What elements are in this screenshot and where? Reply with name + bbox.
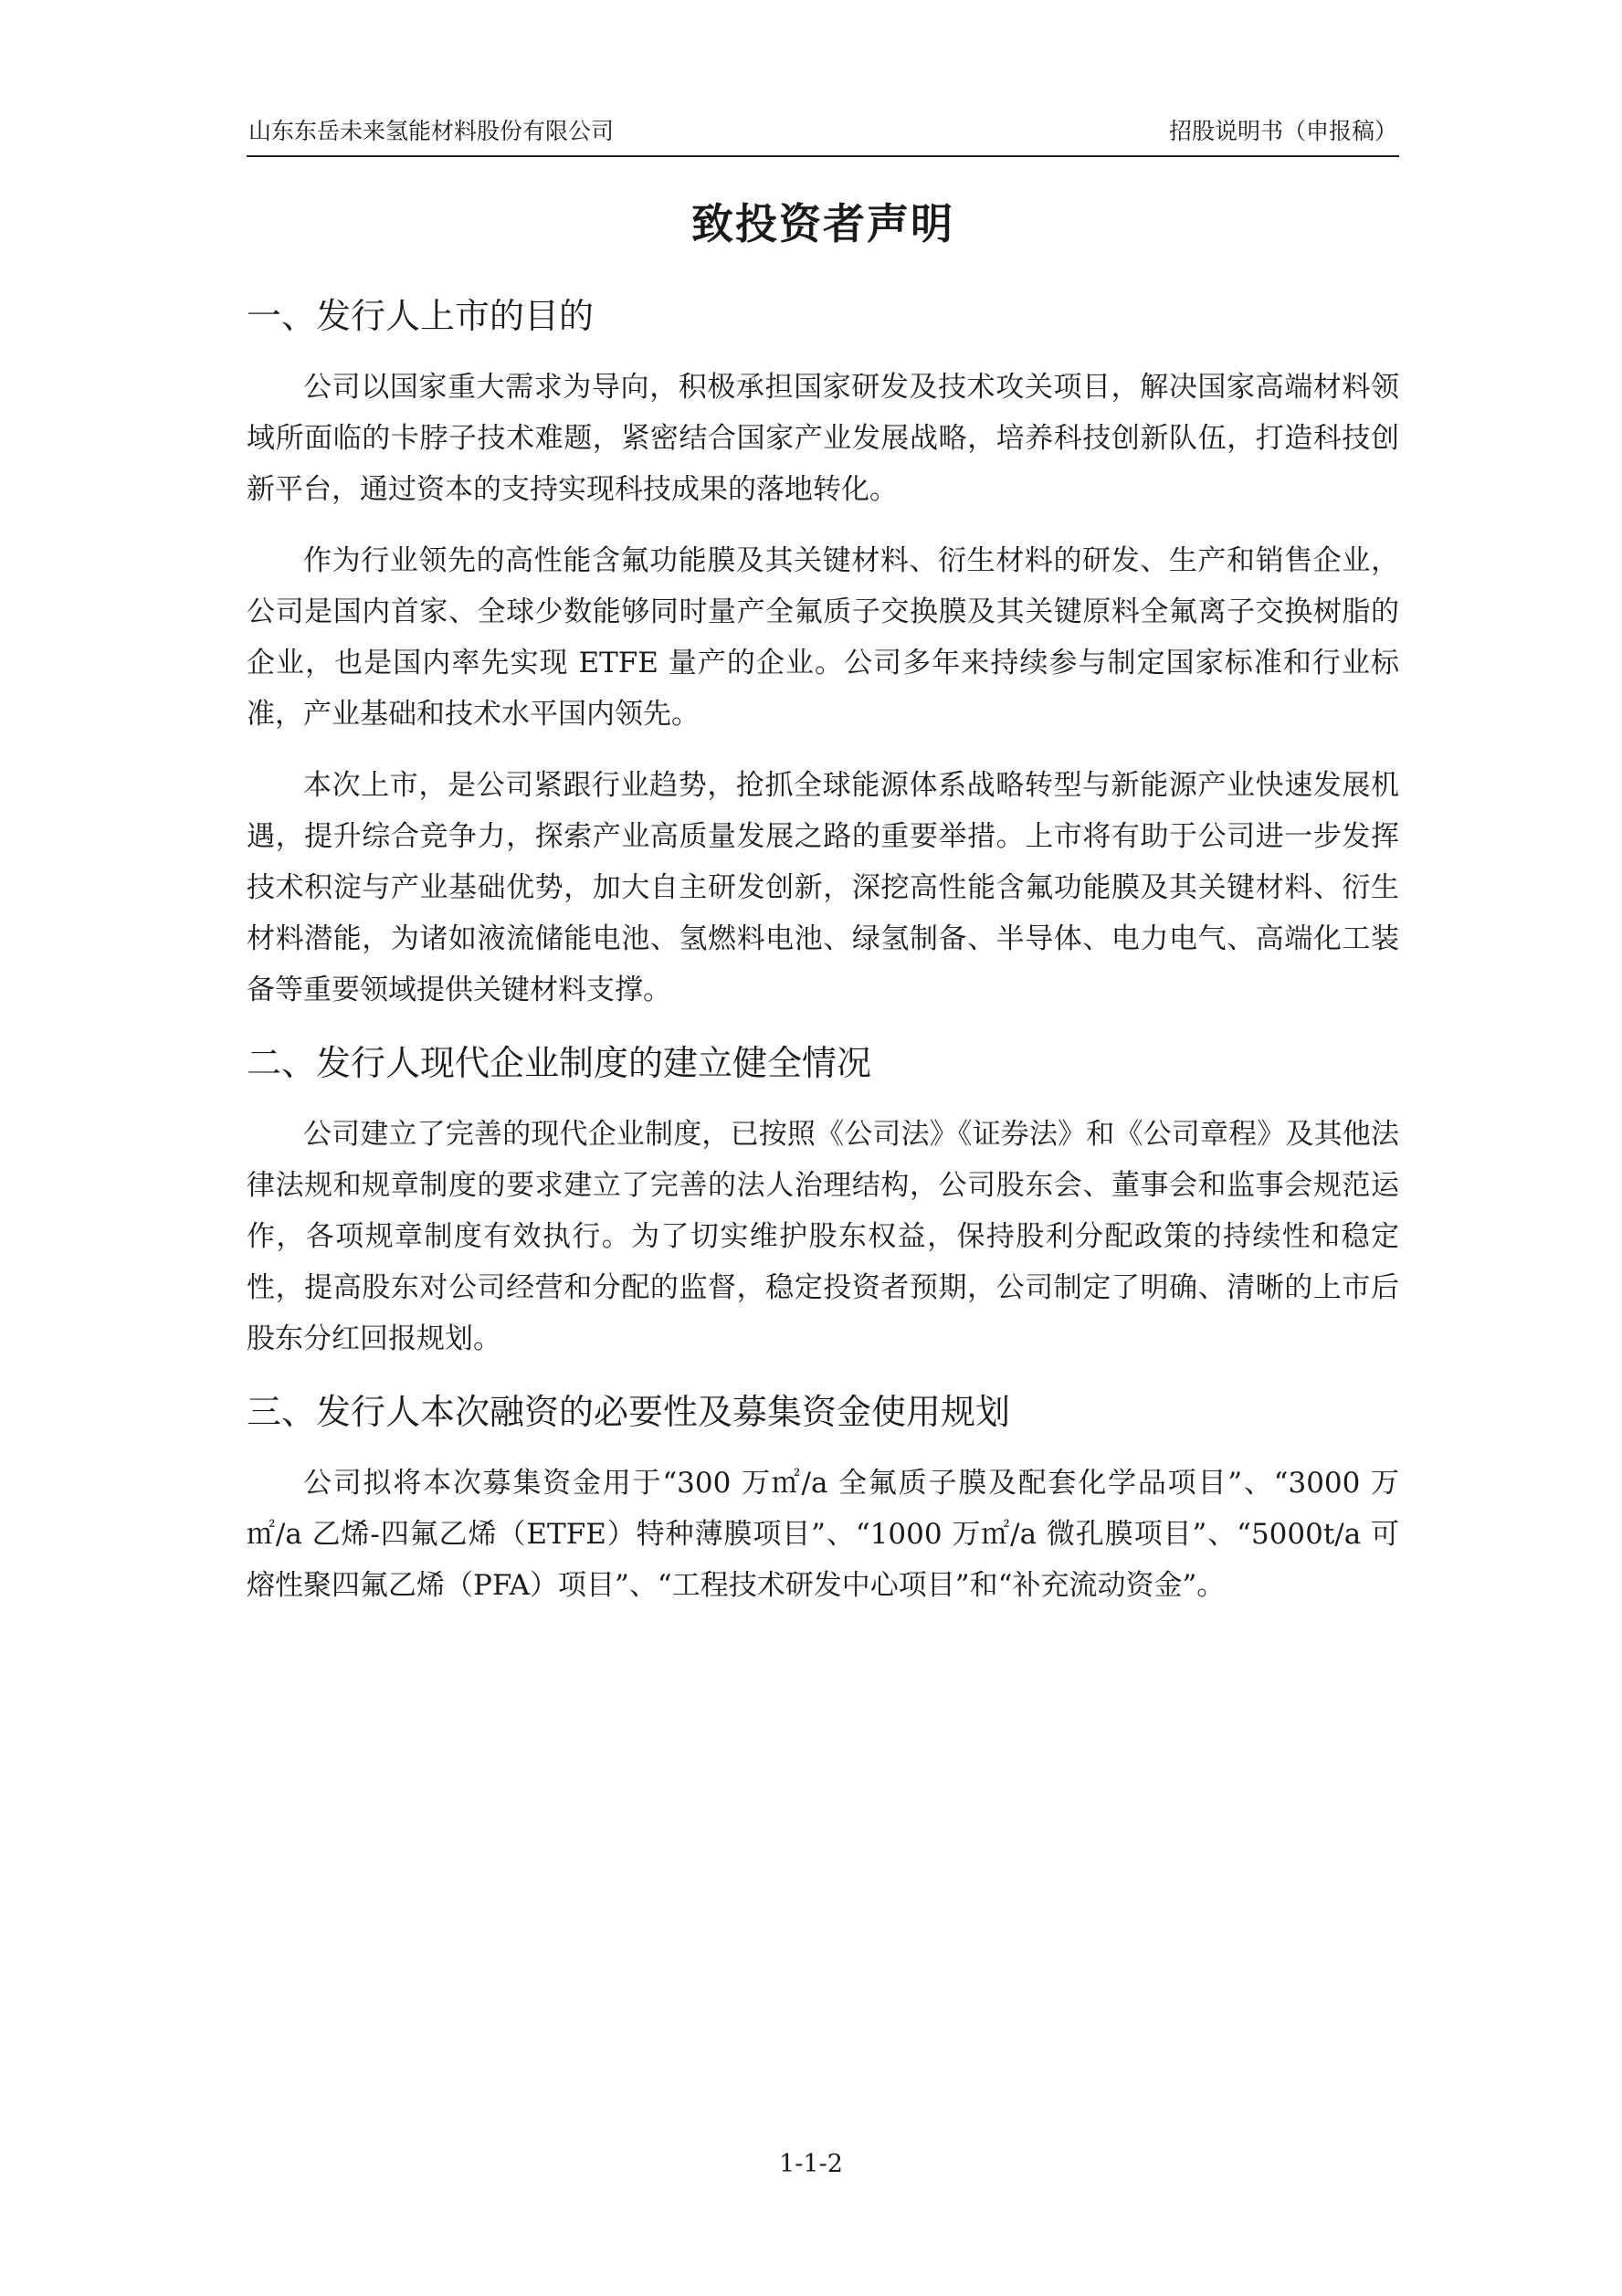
paragraph: 本次上市，是公司紧跟行业趋势，抢抓全球能源体系战略转型与新能源产业快速发展机遇，提升综合竞争力，探索产业高质量发展之路的重要举措。上市将有助于公司进一步发挥技术积淀与产业基础优势，加大自主研发创新，深挖高性能含氟功能膜及其关键材料、衍生材料潜能，为诸如液流储能电池、氢燃料电池、绿氢制备、半导体、电力电气、高端化工装备等重要领域提供关键材料支撑。 (247, 769, 1399, 1006)
section-heading: 一、发行人上市的目的 (247, 296, 595, 336)
paragraph: 公司以国家重大需求为导向，积极承担国家研发及技术攻关项目，解决国家高端材料领域所面临的卡脖子技术难题，紧密结合国家产业发展战略，培养科技创新队伍，打造科技创新平台，通过资本的支持实现科技成果的落地转化。 (247, 371, 1399, 506)
document-body (247, 289, 1399, 1631)
page-title: 致投资者声明 (691, 199, 954, 248)
header-company-name: 山东东岳未来氢能材料股份有限公司 (248, 118, 615, 144)
paragraph: 公司拟将本次募集资金用于“300 万㎡/a 全氟质子膜及配套化学品项目”、“3000 万㎡/a 乙烯-四氟乙烯（ETFE）特种薄膜项目”、“1000 万㎡/a 微孔膜项目”、“5000t/a 可熔性聚四氟乙烯（PFA）项目”、“工程技术研发中心项目”和“补充流动资金”。 (247, 1467, 1399, 1602)
page-header (247, 108, 1399, 157)
section-heading: 二、发行人现代企业制度的建立健全情况 (247, 1043, 872, 1083)
paragraph: 公司建立了完善的现代企业制度，已按照《公司法》《证券法》和《公司章程》及其他法律法规和规章制度的要求建立了完善的法人治理结构，公司股东会、董事会和监事会规范运作，各项规章制度有效执行。为了切实维护股东权益，保持股利分配政策的持续性和稳定性，提高股东对公司经营和分配的监督，稳定投资者预期，公司制定了明确、清晰的上市后股东分红回报规划。 (247, 1118, 1399, 1355)
page-number: 1-1-2 (779, 2150, 843, 2178)
section-financing-plan (247, 1385, 1399, 1611)
section-listing-purpose (247, 289, 1399, 1016)
paragraph: 作为行业领先的高性能含氟功能膜及其关键材料、衍生材料的研发、生产和销售企业，公司是国内首家、全球少数能够同时量产全氟质子交换膜及其关键原料全氟离子交换树脂的企业，也是国内率先实现 ETFE 量产的企业。公司多年来持续参与制定国家标准和行业标准，产业基础和技术水平国内领先。 (247, 544, 1399, 731)
header-document-type: 招股说明书（申报稿） (1168, 118, 1397, 144)
section-heading: 三、发行人本次融资的必要性及募集资金使用规划 (247, 1392, 1011, 1432)
section-corporate-governance (247, 1036, 1399, 1364)
